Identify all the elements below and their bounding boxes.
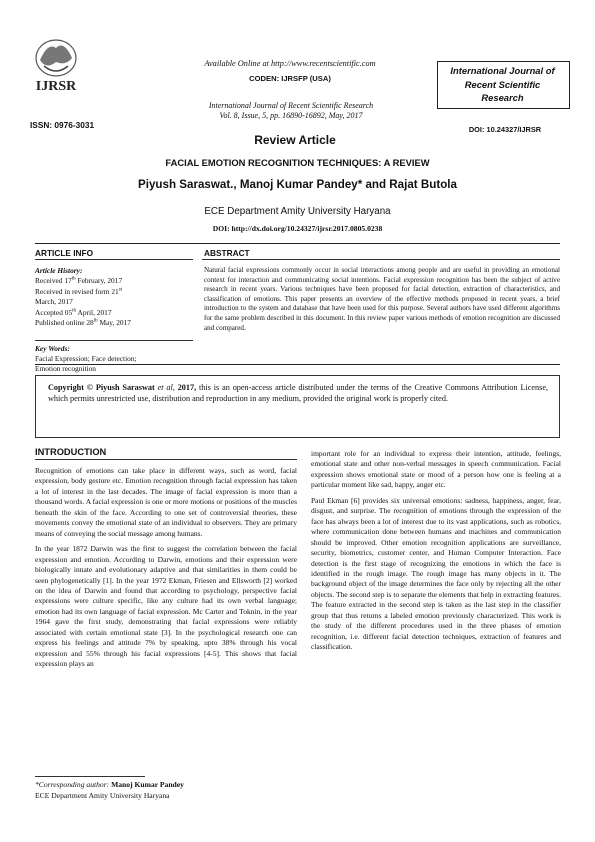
divider bbox=[35, 243, 560, 244]
copyright-box bbox=[35, 375, 560, 438]
copyright-text bbox=[48, 382, 548, 405]
svg-text:IJRSR: IJRSR bbox=[35, 79, 77, 94]
journal-box-line: International Journal of bbox=[450, 65, 555, 76]
journal-box-line: Recent Scientific bbox=[464, 78, 541, 90]
article-info-heading: ARTICLE INFO bbox=[35, 248, 94, 258]
left-column bbox=[35, 466, 297, 675]
keywords-label: Key Words: bbox=[35, 344, 70, 353]
keywords bbox=[35, 344, 193, 354]
journal-logo bbox=[30, 36, 82, 94]
copyright-prefix: Copyright © Piyush Saraswat bbox=[48, 383, 155, 392]
authors: Piyush Saraswat., Manoj Kumar Pandey* and Rajat Butola bbox=[138, 178, 457, 191]
footnote-affiliation: ECE Department Amity University Haryana bbox=[35, 791, 170, 800]
journal-doi: DOI: 10.24327/IJRSR bbox=[468, 125, 542, 134]
journal-name: International Journal of Recent Scientific Research bbox=[208, 101, 374, 110]
footnote-name: Manoj Kumar Pandey bbox=[111, 780, 184, 789]
copyright-etal: et al, bbox=[157, 383, 175, 392]
history-item: Received 17th February, 2017 bbox=[35, 276, 123, 286]
journal-name-box bbox=[437, 61, 570, 109]
section-heading-introduction: INTRODUCTION bbox=[35, 447, 107, 457]
volume-info: Vol. 8, Issue, 5, pp. 16890-16892, May, 2017 bbox=[219, 111, 363, 120]
copyright-year: 2017, bbox=[177, 383, 197, 392]
footnote-label: *Corresponding author: bbox=[35, 780, 110, 789]
abstract-heading: ABSTRACT bbox=[204, 248, 250, 258]
history-label: Article History: bbox=[35, 266, 83, 275]
abstract-text: Natural facial expressions commonly occur in social interactions among people and are useful in providing an emotional context for interaction and communicating social intentions. Facial expression recognition has been the subject of active research in recent years. Various techniques have been proposed for facial detection, extraction of characteristics, and classification of emotions. This paper presents an overview of the effective methods proposed in recent years, a brief introduction to the system and database that have been used for this purpose. Several authors have used different algorithms for the same problem described in this document. In this review paper various methods of emotion recognition are discussed and compared. bbox=[204, 266, 560, 332]
paper-title: FACIAL EMOTION RECOGNITION TECHNIQUES: A REVIEW bbox=[165, 157, 430, 168]
available-online: Available Online at http://www.recentscientific.com bbox=[204, 59, 376, 68]
history-item: March, 2017 bbox=[35, 297, 73, 307]
paragraph: Recognition of emotions can take place in different ways, such as word, facial expression, body gesture etc. Emotion recognition through facial expression has taken a lot of interest in the last decades. The image of facial expression is more than a thousand words. A facial expression is one or more motions or positions of the muscles beneath the skin of the face. According to one set of controversial theories, these movements convey the emotional state of an individual to observers. They are primary means of conveying the social message among humans. bbox=[35, 466, 297, 538]
divider bbox=[202, 259, 560, 260]
department: ECE Department Amity University Haryana bbox=[204, 206, 391, 217]
right-column bbox=[311, 449, 561, 658]
article-type: Review Article bbox=[254, 133, 336, 147]
history-item: Published online 28th May, 2017 bbox=[35, 318, 132, 328]
copyright-body: this is an open-access article distributed under the terms of the Creative Commons Attribution License, which permits unrestricted use, distribution and reproduction in any medium, provided the original work is properly cited. bbox=[48, 383, 548, 404]
paragraph: important role for an individual to express their intention, attitude, feelings, emotional state and other non-verbal messages in speech communication. Facial expression shows emotional state or mood of a person how one is feeling at a particular moment like sad, happy, anger etc. bbox=[311, 449, 561, 490]
divider bbox=[35, 340, 193, 341]
keyword-line: Facial Expression; Face detection; bbox=[35, 354, 137, 363]
corresponding-author bbox=[35, 780, 184, 789]
article-history bbox=[35, 266, 193, 328]
issn: ISSN: 0976-3031 bbox=[30, 120, 95, 130]
keywords-list bbox=[35, 354, 193, 375]
divider bbox=[35, 459, 297, 460]
history-item: Received in revised form 21st bbox=[35, 286, 123, 296]
history-item: Accepted 05th April, 2017 bbox=[35, 307, 112, 317]
keyword-line: Emotion recognition bbox=[35, 364, 96, 374]
doi-link[interactable]: DOI: http://dx.doi.org/10.24327/ijrsr.2017.0805.0238 bbox=[212, 224, 383, 233]
journal-box-line: Research bbox=[481, 92, 524, 104]
divider bbox=[35, 259, 193, 260]
footnote-divider bbox=[35, 776, 145, 777]
paragraph: In the year 1872 Darwin was the first to suggest the correlation between the facial expression and emotion. According to Darwin, emotions and their expression were biologically innate and evolutionary adaptive and that similarities in them could be seen phylogenetically [1]. In the year 1972 Ekman, Friesen and Ellsworth [2] worked on the idea of Darwin and found that according to psychology, perspective facial expressions were culture specific, like any culture had its own verbal language; emotion had its own language of facial expression. Mc Carter and Toknin, in the year 1964 gave the first study, demonstrating that facial expressions were reliably associated with certain emotional state [3]. In the psychological research one can express his feelings and attitude 7% by speaking, upto 38% through his vocal expression and 55% through his facial expressions [4-5]. This shows that facial expression plays an bbox=[35, 544, 297, 669]
paragraph: Paul Ekman [6] provides six universal emotions: sadness, happiness, anger, fear, disgust, and surprise. The recognition of emotions through the expression of the face has always been a lot of interest due to its vast applications, such as robotics, where communication done between humans and machines and communication should be improved. Other emotion recognition applications are surveillance, security, biometrics, customer center, and Human Computer Interaction. Face detection is the first stage of recognizing the emotions in which the face is identified in the rough image. The rough image has many objects in it. The background object of the image determines the face only by rejecting all the other objects. The second step is to separate the elements that help in extracting features. The feature extracted in the second step is taken as the last step in the classifier group that thus returns a labeled emotion previously characterized. This work is the study of the different procedures used in the three phases of emotion recognition, i.e. different facial detection techniques, extraction of features and classification. bbox=[311, 495, 561, 652]
coden: CODEN: IJRSFP (USA) bbox=[249, 74, 331, 83]
